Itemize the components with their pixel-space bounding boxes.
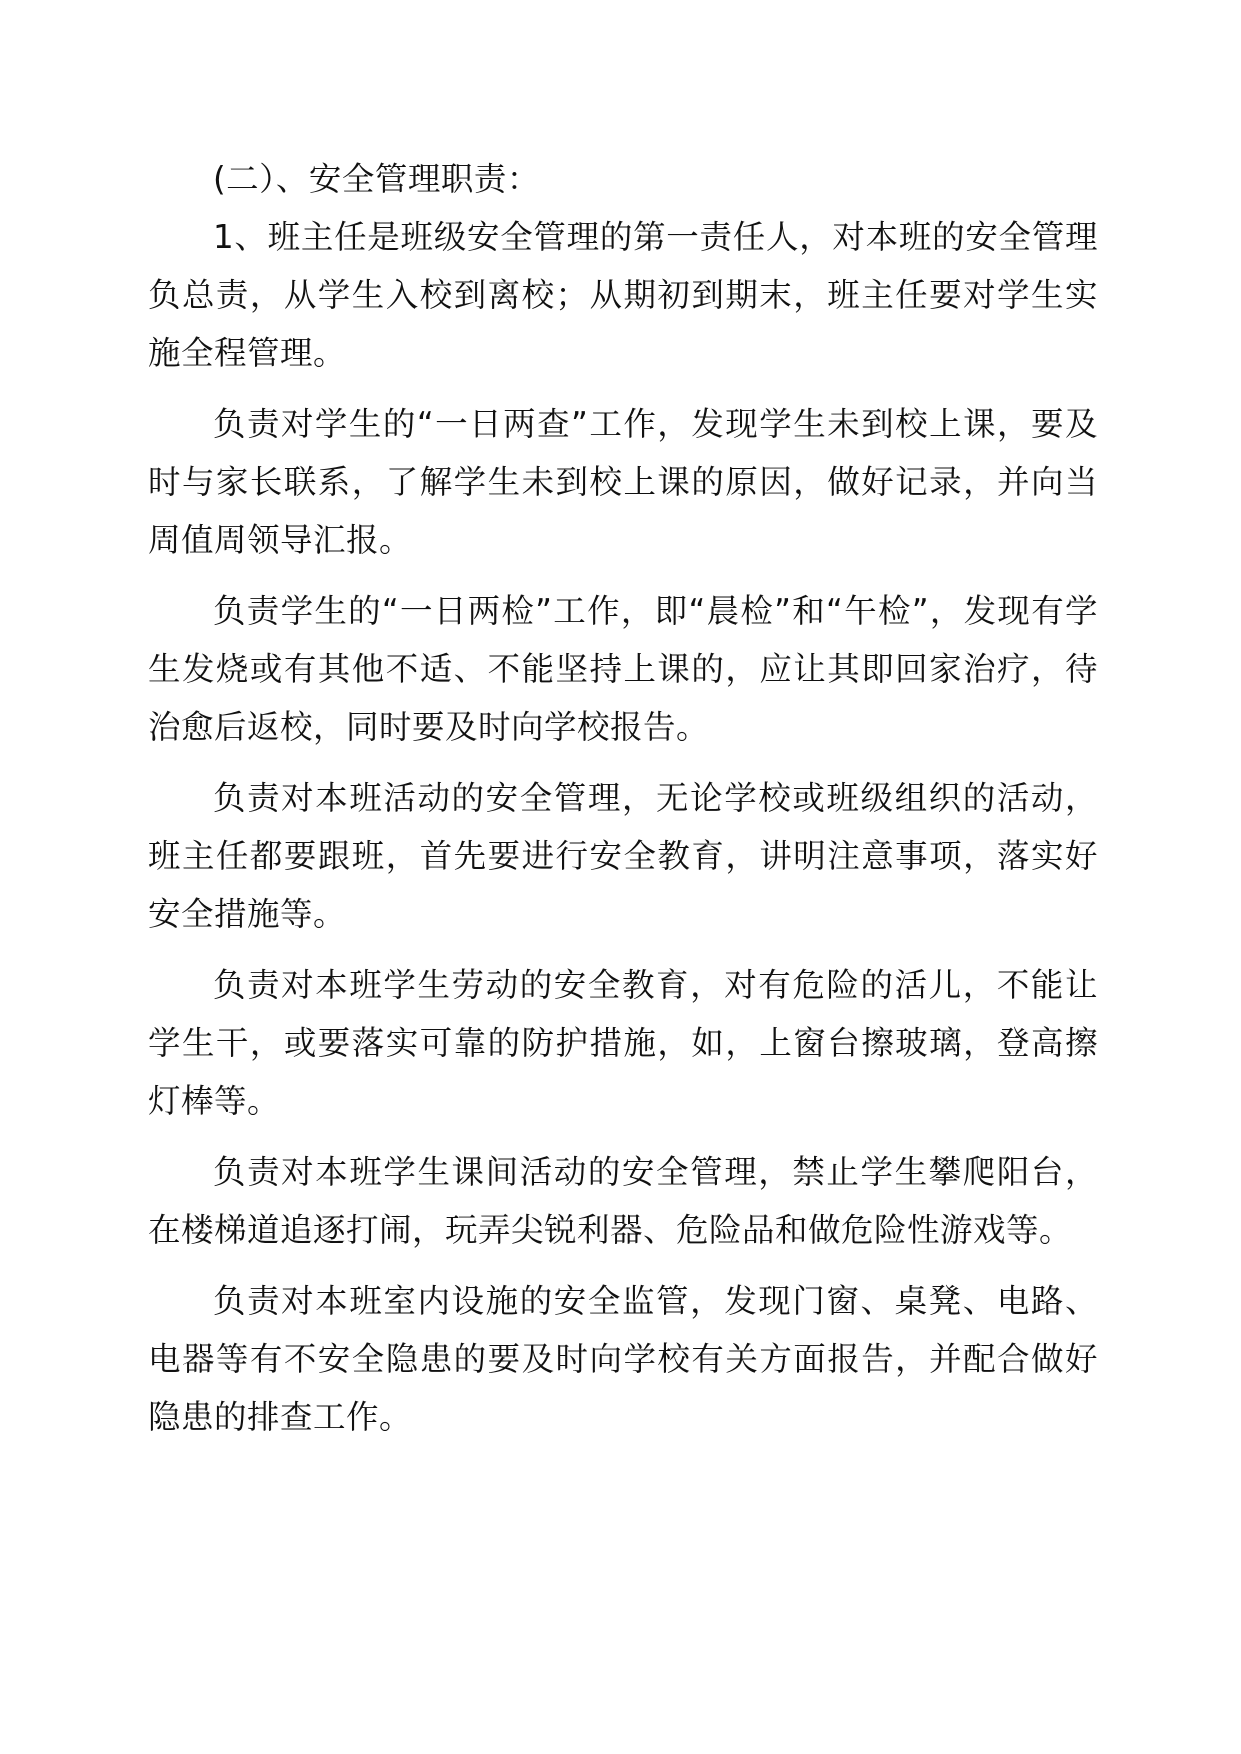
paragraph-daily-health-check: 负责学生的“一日两检”工作，即“晨检”和“午检”，发现有学生发烧或有其他不适、不能坚持上课的，应让其即回家治疗，待治愈后返校，同时要及时向学校报告。 bbox=[148, 592, 1098, 746]
paragraph-recess-safety: 负责对本班学生课间活动的安全管理，禁止学生攀爬阳台，在楼梯道追逐打闹，玩弄尖锐利器、危险品和做危险性游戏等。 bbox=[148, 1153, 1098, 1249]
paragraph-labor-safety: 负责对本班学生劳动的安全教育，对有危险的活儿，不能让学生干，或要落实可靠的防护措施，如，上窗台擦玻璃，登高擦灯棒等。 bbox=[148, 966, 1098, 1120]
document-body bbox=[148, 150, 1098, 1459]
section-heading: (二）、安全管理职责： bbox=[213, 160, 540, 198]
paragraph-facility-safety: 负责对本班室内设施的安全监管，发现门窗、桌凳、电路、电器等有不安全隐患的要及时向学校有关方面报告，并配合做好隐患的排查工作。 bbox=[148, 1282, 1098, 1436]
paragraph-activity-safety: 负责对本班活动的安全管理，无论学校或班级组织的活动，班主任都要跟班，首先要进行安全教育，讲明注意事项，落实好安全措施等。 bbox=[148, 779, 1098, 933]
paragraph-head-teacher-responsibility: 1、班主任是班级安全管理的第一责任人，对本班的安全管理负总责，从学生入校到离校；从期初到期末，班主任要对学生实施全程管理。 bbox=[148, 218, 1098, 372]
paragraph-daily-attendance-check: 负责对学生的“一日两查”工作，发现学生未到校上课，要及时与家长联系，了解学生未到校上课的原因，做好记录，并向当周值周领导汇报。 bbox=[148, 405, 1098, 559]
